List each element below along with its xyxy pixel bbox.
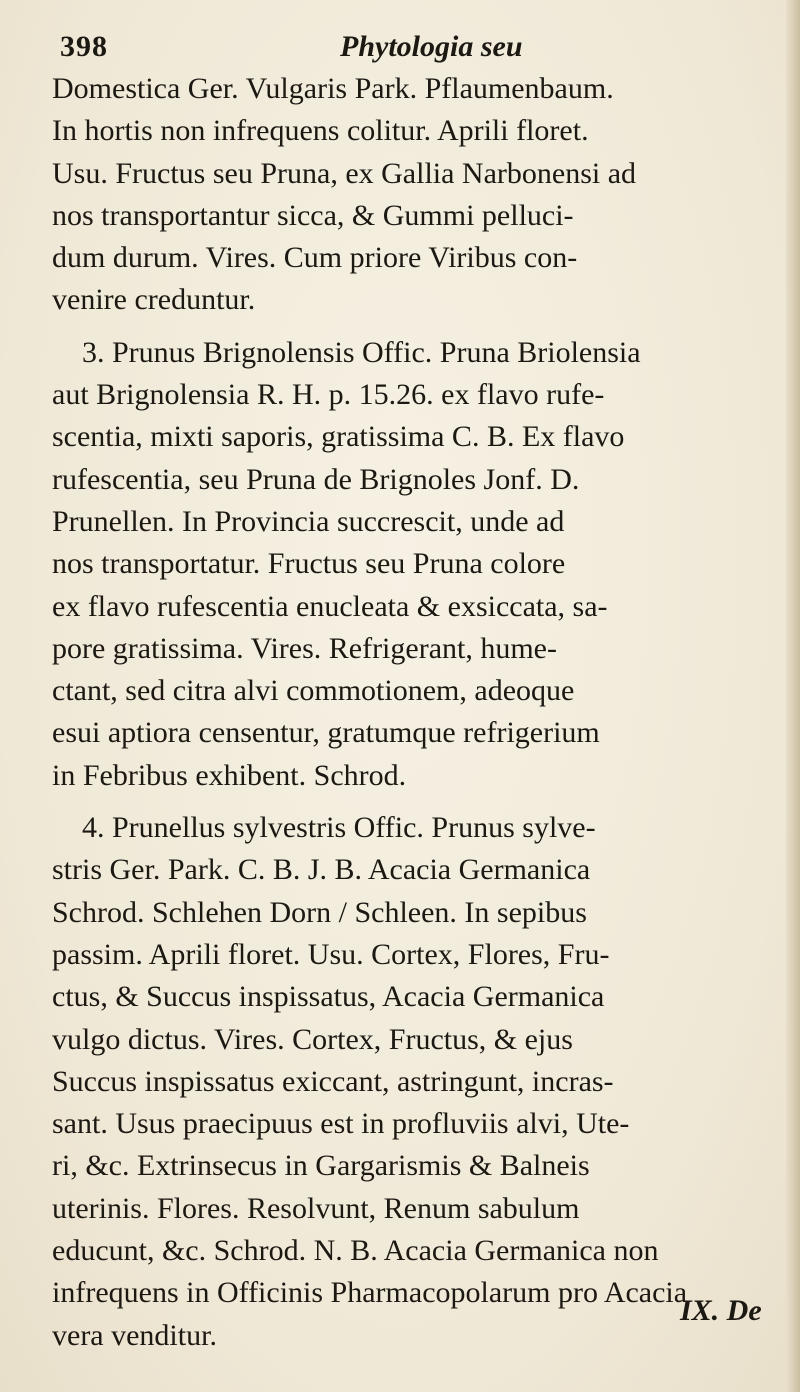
text-line: aut Brignolensia R. H. p. 15.26. ex flavo rufe- bbox=[52, 378, 605, 412]
text-line: Usu. Fructus seu Pruna, ex Gallia Narbonensi ad bbox=[52, 156, 637, 190]
text-line: Domestica Ger. Vulgaris Park. Pflaumenbaum. bbox=[52, 72, 614, 105]
text-line: sant. Usus praecipuus est in profluviis alvi, Ute- bbox=[52, 1107, 630, 1141]
text-line: Prunellen. In Provincia succrescit, unde ad bbox=[52, 504, 565, 538]
text-line: educunt, &c. Schrod. N. B. Acacia Germanica non bbox=[52, 1234, 659, 1268]
paragraph-gap bbox=[52, 797, 772, 807]
running-title: Phytologia seu bbox=[340, 30, 523, 63]
page-edge bbox=[786, 0, 800, 1392]
text-line: infrequens in Officinis Pharmacopolarum pro Acacia bbox=[52, 1276, 688, 1310]
text-line: rufescentia, seu Pruna de Brignoles Jonf. D. bbox=[52, 462, 580, 496]
paragraph-gap bbox=[52, 322, 772, 332]
text-line: dum durum. Vires. Cum priore Viribus con- bbox=[52, 241, 578, 275]
text-line: 3. Prunus Brignolensis Offic. Pruna Briolensia bbox=[82, 335, 641, 369]
text-line: in Febribus exhibent. Schrod. bbox=[52, 758, 407, 792]
text-line: uterinis. Flores. Resolvunt, Renum sabulum bbox=[52, 1191, 580, 1225]
text-line: venire creduntur. bbox=[52, 283, 256, 317]
text-line: scentia, mixti saporis, gratissima C. B. Ex flavo bbox=[52, 420, 625, 454]
text-line: passim. Aprili floret. Usu. Cortex, Flores, Fru- bbox=[52, 937, 610, 971]
text-line: vulgo dictus. Vires. Cortex, Fructus, & ejus bbox=[52, 1022, 573, 1056]
text-line: Succus inspissatus exiccant, astringunt, incras- bbox=[52, 1064, 614, 1098]
text-line: stris Ger. Park. C. B. J. B. Acacia Germanica bbox=[52, 853, 591, 887]
text-line: ri, &c. Extrinsecus in Gargarismis & Balneis bbox=[52, 1149, 590, 1183]
running-header bbox=[60, 30, 760, 72]
text-line: Schrod. Schlehen Dorn / Schleen. In sepibus bbox=[52, 895, 587, 929]
text-line: nos transportantur sicca, & Gummi pelluci- bbox=[52, 198, 574, 232]
text-line: nos transportatur. Fructus seu Pruna colore bbox=[52, 547, 566, 581]
text-line: pore gratissima. Vires. Refrigerant, hume- bbox=[52, 631, 557, 665]
page-number: 398 bbox=[60, 30, 108, 63]
catchword: IX. De bbox=[680, 1294, 762, 1327]
text-line: vera venditur. bbox=[52, 1318, 217, 1352]
text-line: esui aptiora censentur, gratumque refrigerium bbox=[52, 716, 600, 750]
text-line: In hortis non infrequens colitur. Aprili floret. bbox=[52, 114, 589, 148]
page-body bbox=[52, 68, 772, 1357]
text-line: 4. Prunellus sylvestris Offic. Prunus sylve- bbox=[82, 811, 596, 845]
text-line: ex flavo rufescentia enucleata & exsiccata, sa- bbox=[52, 589, 608, 623]
text-line: ctus, & Succus inspissatus, Acacia Germanica bbox=[52, 980, 605, 1014]
text-line: ctant, sed citra alvi commotionem, adeoque bbox=[52, 674, 575, 708]
